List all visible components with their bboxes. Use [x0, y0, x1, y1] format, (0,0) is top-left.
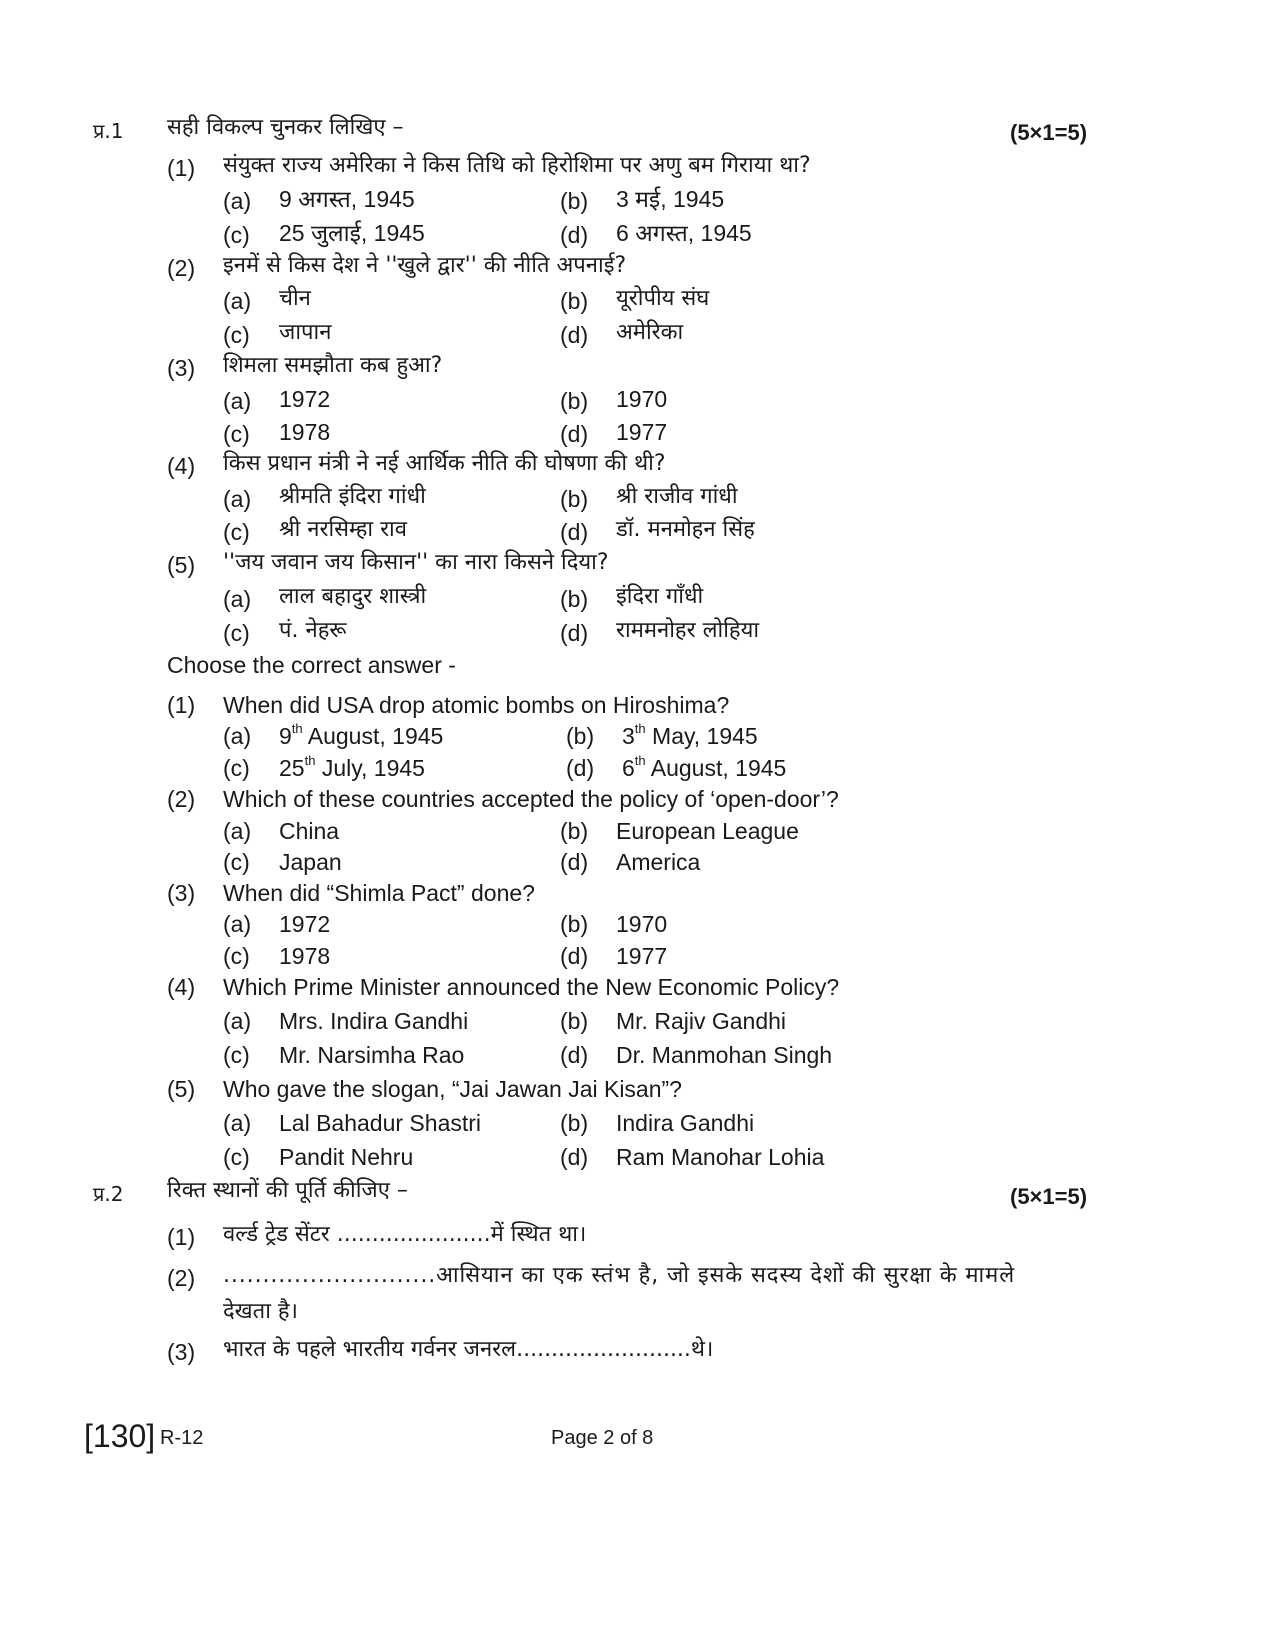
- question-number: (2): [167, 786, 196, 812]
- ordinal-suffix: th: [304, 753, 316, 768]
- question-text: किस प्रधान मंत्री ने नई आर्थिक नीति की घोषणा की थी?: [223, 451, 666, 476]
- question-number: प्र.1: [93, 119, 124, 143]
- option-b: 1970: [616, 386, 668, 412]
- option-b: यूरोपीय संघ: [616, 286, 710, 311]
- option-label: (b): [560, 818, 589, 844]
- option-label: (d): [566, 755, 595, 781]
- blank-question-text: ...........................आसियान का एक स्तंभ है, जो इसके सदस्य देशों की सुरक्षा के मामले: [223, 1263, 1016, 1288]
- question-number: (1): [167, 155, 196, 181]
- paper-subcode: R-12: [160, 1427, 204, 1449]
- option-d: America: [616, 849, 701, 875]
- option-b: European League: [616, 818, 799, 844]
- question-number: (3): [167, 355, 196, 381]
- option-label: (d): [560, 620, 589, 646]
- option-day: 3: [622, 723, 635, 749]
- question-text: When did “Shimla Pact” done?: [223, 880, 535, 906]
- option-c: Pandit Nehru: [279, 1144, 414, 1170]
- option-label: (d): [560, 421, 589, 447]
- question-text: Who gave the slogan, “Jai Jawan Jai Kisan”?: [223, 1076, 682, 1102]
- option-d: 1977: [616, 943, 668, 969]
- option-a: Lal Bahadur Shastri: [279, 1110, 482, 1136]
- option-d: 1977: [616, 419, 668, 445]
- option-label: (b): [560, 586, 589, 612]
- option-a: 1972: [279, 911, 331, 937]
- option-c: पं. नेहरू: [279, 618, 347, 643]
- option-label: (c): [223, 519, 250, 545]
- item-number: (3): [167, 1339, 196, 1365]
- option-label: (a): [223, 388, 252, 414]
- option-label: (a): [223, 818, 252, 844]
- page-number: Page 2 of 8: [551, 1427, 654, 1449]
- option-c: जापान: [279, 320, 332, 345]
- option-month-year: May, 1945: [645, 723, 758, 749]
- option-day: 6: [622, 755, 635, 781]
- option-label: (c): [223, 1042, 250, 1068]
- option-label: (b): [560, 188, 589, 214]
- option-a: Mrs. Indira Gandhi: [279, 1008, 469, 1034]
- question-text: संयुक्त राज्य अमेरिका ने किस तिथि को हिरोशिमा पर अणु बम गिराया था?: [223, 153, 811, 178]
- option-label: (a): [223, 723, 252, 749]
- option-c: Mr. Narsimha Rao: [279, 1042, 465, 1068]
- option-label: (d): [560, 519, 589, 545]
- option-label: (a): [223, 586, 252, 612]
- option-label: (d): [560, 943, 589, 969]
- marks-label: (5×1=5): [1010, 1184, 1088, 1209]
- option-a: चीन: [279, 286, 311, 311]
- option-a: 1972: [279, 386, 331, 412]
- question-text: शिमला समझौता कब हुआ?: [223, 353, 443, 378]
- option-b: Mr. Rajiv Gandhi: [616, 1008, 787, 1034]
- option-label: (b): [560, 1110, 589, 1136]
- option-d: [622, 753, 787, 781]
- option-a: लाल बहादुर शास्त्री: [279, 584, 427, 609]
- option-a: [279, 721, 444, 749]
- item-number: (2): [167, 1265, 196, 1291]
- option-c: Japan: [279, 849, 342, 875]
- paper-code: [130]: [84, 1418, 156, 1454]
- option-c: श्री नरसिम्हा राव: [279, 517, 407, 542]
- option-day: 9: [279, 723, 292, 749]
- option-label: (c): [223, 1144, 250, 1170]
- option-label: (d): [560, 849, 589, 875]
- blank-question-text-continued: देखता है।: [223, 1299, 298, 1324]
- option-label: (a): [223, 1008, 252, 1034]
- option-b: Indira Gandhi: [616, 1110, 755, 1136]
- marks-label: (5×1=5): [1010, 120, 1088, 145]
- option-label: (b): [566, 723, 595, 749]
- option-a: श्रीमति इंदिरा गांधी: [279, 484, 426, 509]
- option-label: (d): [560, 1042, 589, 1068]
- question-number: (2): [167, 255, 196, 281]
- option-label: (a): [223, 188, 252, 214]
- question-text: ''जय जवान जय किसान'' का नारा किसने दिया?: [223, 550, 609, 575]
- option-label: (b): [560, 288, 589, 314]
- english-heading: Choose the correct answer -: [167, 652, 456, 678]
- option-label: (d): [560, 1144, 589, 1170]
- question-number: (1): [167, 692, 196, 718]
- option-d: राममनोहर लोहिया: [616, 618, 760, 643]
- question-text: इनमें से किस देश ने ''खुले द्वार'' की नीति अपनाई?: [223, 253, 627, 278]
- question-text: Which of these countries accepted the policy of ‘open-door’?: [223, 786, 839, 812]
- option-c: 1978: [279, 943, 331, 969]
- option-label: (c): [223, 849, 250, 875]
- option-d: Ram Manohar Lohia: [616, 1144, 825, 1170]
- option-label: (b): [560, 486, 589, 512]
- question-text: When did USA drop atomic bombs on Hiroshima?: [223, 692, 730, 718]
- option-label: (a): [223, 1110, 252, 1136]
- question-number: प्र.2: [93, 1182, 124, 1206]
- option-d: Dr. Manmohan Singh: [616, 1042, 833, 1068]
- option-b: श्री राजीव गांधी: [616, 484, 738, 509]
- option-b: 1970: [616, 911, 668, 937]
- option-d: डॉ. मनमोहन सिंह: [616, 517, 755, 542]
- ordinal-suffix: th: [291, 721, 303, 736]
- option-label: (c): [223, 322, 250, 348]
- option-b: 3 मई, 1945: [616, 186, 725, 212]
- question-number: (4): [167, 453, 196, 479]
- option-label: (a): [223, 911, 252, 937]
- option-label: (b): [560, 388, 589, 414]
- option-d: अमेरिका: [616, 320, 684, 345]
- option-month-year: August, 1945: [645, 755, 787, 781]
- ordinal-suffix: th: [634, 721, 646, 736]
- option-label: (c): [223, 620, 250, 646]
- option-a: China: [279, 818, 340, 844]
- question-number: (5): [167, 1076, 196, 1102]
- option-label: (c): [223, 755, 250, 781]
- option-a: 9 अगस्त, 1945: [279, 186, 415, 212]
- question-number: (5): [167, 552, 196, 578]
- option-label: (c): [223, 222, 250, 248]
- question-text: Which Prime Minister announced the New Economic Policy?: [223, 974, 840, 1000]
- option-month-year: July, 1945: [315, 755, 425, 781]
- option-c: 25 जुलाई, 1945: [279, 220, 425, 246]
- option-b: [622, 721, 758, 749]
- option-b: इंदिरा गाँधी: [616, 584, 704, 609]
- option-label: (b): [560, 911, 589, 937]
- option-c: 1978: [279, 419, 331, 445]
- option-label: (b): [560, 1008, 589, 1034]
- option-label: (c): [223, 421, 250, 447]
- option-label: (d): [560, 322, 589, 348]
- option-label: (d): [560, 222, 589, 248]
- option-label: (c): [223, 943, 250, 969]
- option-c: [279, 753, 425, 781]
- question-heading: रिक्त स्थानों की पूर्ति कीजिए –: [167, 1178, 408, 1203]
- item-number: (1): [167, 1224, 196, 1250]
- option-month-year: August, 1945: [302, 723, 444, 749]
- blank-question-text: वर्ल्ड ट्रेड सेंटर ......................में स्थित था।: [223, 1222, 587, 1247]
- option-label: (a): [223, 288, 252, 314]
- question-number: (3): [167, 880, 196, 906]
- question-number: (4): [167, 974, 196, 1000]
- option-d: 6 अगस्त, 1945: [616, 220, 752, 246]
- question-heading: सही विकल्प चुनकर लिखिए –: [167, 115, 404, 140]
- option-day: 25: [279, 755, 305, 781]
- option-label: (a): [223, 486, 252, 512]
- blank-question-text: भारत के पहले भारतीय गर्वनर जनरल.........................थे।: [223, 1337, 714, 1362]
- ordinal-suffix: th: [634, 753, 646, 768]
